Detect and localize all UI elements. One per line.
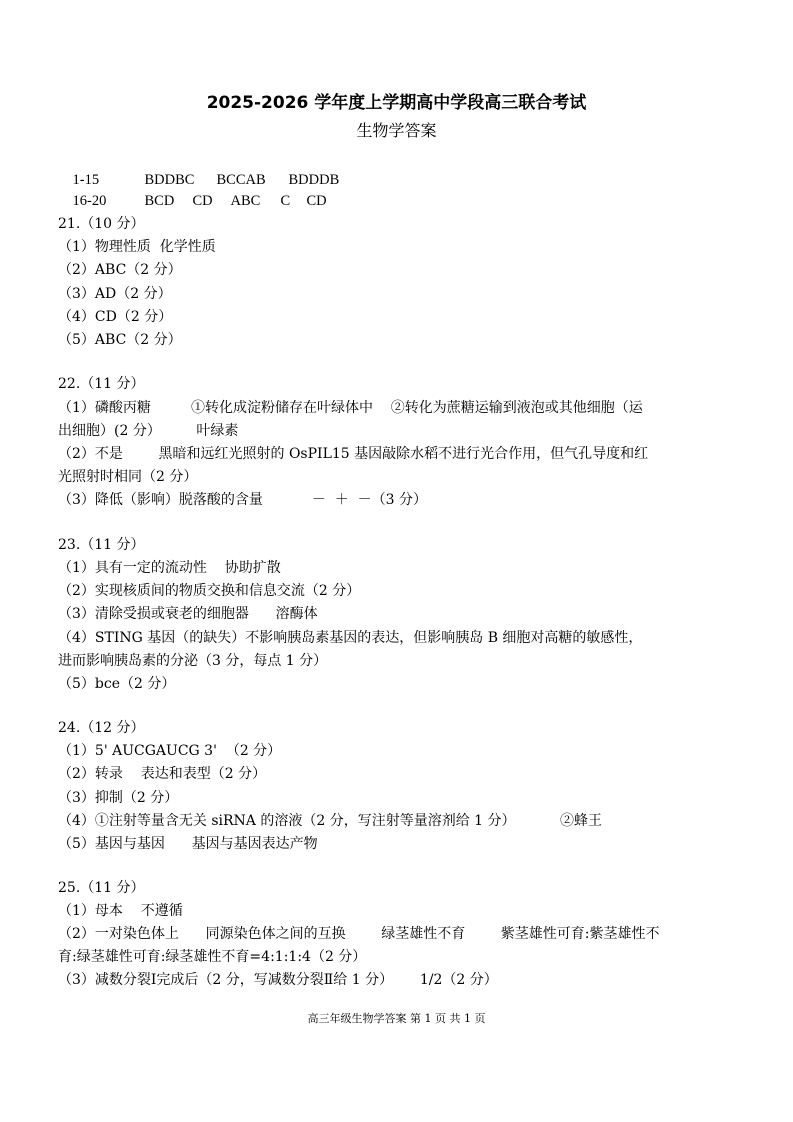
answer-subtitle: 生物学答案 [356, 121, 437, 140]
q23-line: 进而影响胰岛素的分泌（3 分，每点 1 分） [58, 653, 328, 669]
mc-range: 16-20 [72, 193, 107, 209]
mc-group: CD [306, 193, 327, 209]
mc-group: BDDDB [288, 172, 340, 188]
q24-heading: 24.（12 分） [58, 720, 145, 736]
q21-heading: 21.（10 分） [58, 216, 145, 232]
q23-heading: 23.（11 分） [58, 537, 145, 553]
mc-group: BDDBC [144, 172, 195, 188]
q22-line: （2）不是 黑暗和远红光照射的 OsPIL15 基因敲除水稻不进行光合作用，但气孔导度和红 [58, 446, 649, 462]
q24-line: （1）5' AUCGAUCG 3' （2 分） [58, 743, 282, 759]
q24-line: （5）基因与基因 基因与基因表达产物 [58, 836, 318, 852]
q23-line: （5）bce（2 分） [58, 676, 176, 692]
q21-line: （4）CD（2 分） [58, 309, 173, 325]
mc-group: BCD [144, 193, 175, 209]
q22-line: （1）磷酸丙糖 ①转化成淀粉储存在叶绿体中 ②转化为蔗糖运输到液泡或其他细胞（运 [58, 400, 643, 416]
q22-line: 出细胞）(2 分） 叶绿素 [58, 423, 239, 439]
mc-group: CD [192, 193, 213, 209]
q25-line: （2）一对染色体上 同源染色体之间的互换 绿茎雄性不育 紫茎雄性可育:紫茎雄性不 [58, 926, 660, 942]
q21-line: （2）ABC（2 分） [58, 262, 182, 278]
q25-heading: 25.（11 分） [58, 880, 145, 896]
q22-line: （3）降低（影响）脱落酸的含量 － ＋ －（3 分） [58, 492, 428, 508]
q24-line: （3）抑制（2 分） [58, 790, 179, 806]
q24-line: （2）转录 表达和表型（2 分） [58, 766, 267, 782]
mc-group: ABC [230, 193, 261, 209]
q25-line: （1）母本 不遵循 [58, 903, 183, 919]
q22-line: 光照射时相同（2 分） [58, 469, 198, 485]
q24-line: （4）①注射等量含无关 siRNA 的溶液（2 分，写注射等量溶剂给 1 分） ②蜂王 [58, 813, 603, 829]
exam-title: 2025-2026 学年度上学期高中学段高三联合考试 [206, 93, 587, 113]
q23-line: （2）实现核质间的物质交换和信息交流（2 分） [58, 583, 361, 599]
q23-line: （3）清除受损或衰老的细胞器 溶酶体 [58, 606, 318, 622]
page-footer: 高三年级生物学答案 第 1 页 共 1 页 [307, 1012, 486, 1025]
q21-line: （1）物理性质 化学性质 [58, 239, 216, 255]
q21-line: （3）AD（2 分） [58, 286, 172, 302]
mc-range: 1-15 [72, 172, 100, 188]
q23-line: （1）具有一定的流动性 协助扩散 [58, 560, 281, 576]
q25-line: 育:绿茎雄性可育:绿茎雄性不育=4:1:1:4（2 分） [58, 949, 367, 965]
mc-group: BCCAB [216, 172, 266, 188]
q23-line: （4）STING 基因（的缺失）不影响胰岛素基因的表达，但影响胰岛 B 细胞对高糖的敏感性， [58, 630, 643, 646]
q22-heading: 22.（11 分） [58, 376, 145, 392]
mc-group: C [280, 193, 291, 209]
q21-line: （5）ABC（2 分） [58, 332, 182, 348]
q25-line: （3）减数分裂Ⅰ完成后（2 分，写减数分裂Ⅱ给 1 分） 1/2（2 分） [58, 972, 498, 988]
